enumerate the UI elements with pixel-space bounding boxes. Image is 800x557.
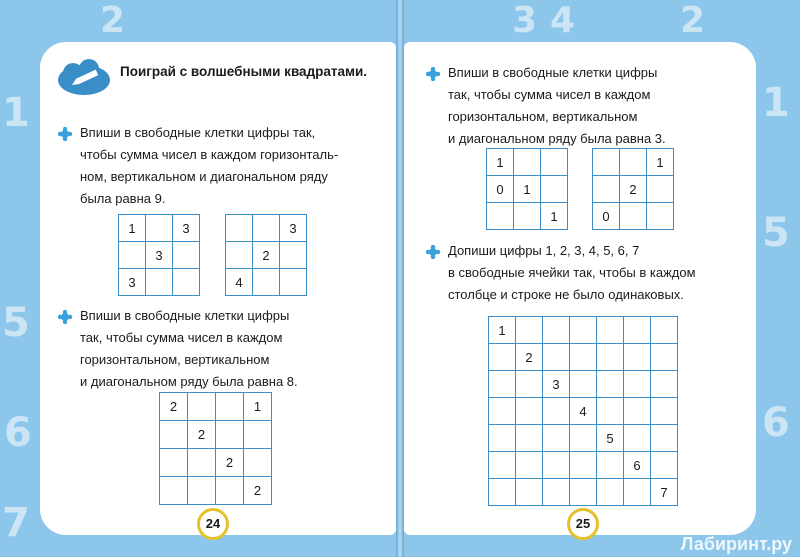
grid-cell [226,242,253,269]
grid-row [593,176,674,203]
grid-cell: 2 [216,449,244,477]
grid-cell [173,269,200,296]
grid-row [487,149,568,176]
book-spine [396,0,404,557]
page-number: 25 [567,508,599,540]
frame-decoration: 1 [762,80,790,126]
grid-row [119,269,200,296]
task-text: Допиши цифры 1, 2, 3, 4, 5, 6, 7 в свободные ячейки так, чтобы в каждом столбце и строке не было одинаковых. [448,243,696,302]
grid-cell [651,344,678,371]
watermark: Лабиринт.ру [680,534,792,554]
grid-row [226,269,307,296]
grid-cell [160,421,188,449]
grid-row [226,242,307,269]
grid-cell [146,215,173,242]
frame-decoration: 1 [2,90,30,136]
grid-row [226,215,307,242]
grid-cell: 2 [244,477,272,505]
grid-cell [624,317,651,344]
grid-cell [160,477,188,505]
grid-cell: 1 [489,317,516,344]
grid-cell [624,479,651,506]
grid-cell [624,371,651,398]
grid-cell [624,425,651,452]
grid-cell [570,425,597,452]
grid-cell: 1 [514,176,541,203]
cloud-pencil-icon [56,58,112,98]
grid-row [160,421,272,449]
grid-cell: 2 [160,393,188,421]
frame-decoration: 6 [4,410,32,456]
frame-decoration: 2 [100,0,126,41]
grid-cell [516,398,543,425]
task-text: Впиши в свободные клетки цифры так, чтобы сумма чисел в каждом горизонтальном, вертикальном и диагональном ряду была равна 8. [80,308,298,389]
grid-cell [516,452,543,479]
magic-square-grid [118,214,200,296]
grid-cell [160,449,188,477]
frame-decoration: 3 [512,0,538,41]
grid-cell [597,344,624,371]
grid-cell [188,477,216,505]
grid-cell [570,479,597,506]
magic-square-grid [225,214,307,296]
grid-cell: 5 [597,425,624,452]
grid-cell [173,242,200,269]
grid-cell [593,149,620,176]
grid-cell [516,317,543,344]
grid-cell [597,398,624,425]
grid-cell [146,269,173,296]
page-number: 24 [197,508,229,540]
grid-cell: 2 [516,344,543,371]
grid-cell [253,215,280,242]
grid-cell [593,176,620,203]
grid-cell: 4 [570,398,597,425]
grid-cell [597,479,624,506]
grid-cell [597,317,624,344]
grid-cell [647,176,674,203]
grid-cell [119,242,146,269]
grid-cell: 1 [647,149,674,176]
magic-square-grid [592,148,674,230]
grid-row [119,215,200,242]
grid-cell [216,421,244,449]
grid-cell [188,393,216,421]
grid-cell: 0 [487,176,514,203]
grid-cell [516,425,543,452]
grid-row [487,203,568,230]
grid-cell [570,452,597,479]
grid-cell: 3 [280,215,307,242]
grid-row [489,398,678,425]
grid-cell [651,425,678,452]
grid-row [489,452,678,479]
grid-cell [541,176,568,203]
grid-cell [543,344,570,371]
grid-row [119,242,200,269]
grid-cell [280,242,307,269]
grid-cell [624,398,651,425]
grid-cell [514,203,541,230]
flower-bullet-icon [426,245,440,259]
grid-row [160,449,272,477]
grid-cell [541,149,568,176]
magic-square-grid [486,148,568,230]
grid-cell [651,452,678,479]
grid-cell [226,215,253,242]
grid-cell [244,449,272,477]
grid-row [489,371,678,398]
grid-cell [651,398,678,425]
frame-decoration: 4 [550,0,576,41]
grid-cell [543,317,570,344]
grid-cell [216,393,244,421]
grid-cell [597,452,624,479]
grid-row [489,425,678,452]
frame-decoration: 7 [2,500,30,546]
grid-cell [216,477,244,505]
grid-cell [516,371,543,398]
grid-cell: 3 [146,242,173,269]
left-page [40,42,396,535]
grid-cell: 7 [651,479,678,506]
grid-row [593,203,674,230]
grid-cell [188,449,216,477]
grid-cell: 2 [188,421,216,449]
grid-cell [620,203,647,230]
frame-decoration: 5 [762,210,790,256]
grid-cell [543,479,570,506]
grid-cell [647,203,674,230]
flower-bullet-icon [58,127,72,141]
grid-cell: 3 [543,371,570,398]
grid-cell [570,317,597,344]
grid-cell: 1 [244,393,272,421]
grid-cell: 1 [541,203,568,230]
grid-cell [620,149,647,176]
task-text: Впиши в свободные клетки цифры так, чтобы сумма чисел в каждом горизонтальном, вертикальном и диагональном ряду была равна 3. [448,65,666,146]
grid-cell: 4 [226,269,253,296]
grid-cell [624,344,651,371]
grid-row [489,317,678,344]
flower-bullet-icon [58,310,72,324]
grid-cell [516,479,543,506]
grid-cell [651,371,678,398]
grid-cell [570,371,597,398]
grid-cell: 1 [119,215,146,242]
frame-decoration: 6 [762,400,790,446]
grid-cell: 1 [487,149,514,176]
grid-cell [487,203,514,230]
grid-cell: 2 [253,242,280,269]
grid-cell [543,425,570,452]
grid-cell [489,425,516,452]
grid-cell [489,398,516,425]
grid-cell [489,344,516,371]
grid-row [160,477,272,505]
grid-cell: 2 [620,176,647,203]
grid-cell [651,317,678,344]
right-page [404,42,756,535]
grid-cell: 6 [624,452,651,479]
grid-cell [514,149,541,176]
grid-cell [543,398,570,425]
grid-row [487,176,568,203]
grid-row [489,479,678,506]
grid-row [160,393,272,421]
grid-cell: 3 [119,269,146,296]
grid-cell [489,479,516,506]
magic-square-grid [159,392,272,505]
grid-cell: 3 [173,215,200,242]
flower-bullet-icon [426,67,440,81]
grid-cell [489,452,516,479]
grid-cell [570,344,597,371]
grid-cell [244,421,272,449]
grid-row [593,149,674,176]
frame-decoration: 5 [2,300,30,346]
grid-cell: 0 [593,203,620,230]
grid-cell [253,269,280,296]
grid-row [489,344,678,371]
grid-cell [489,371,516,398]
grid-cell [543,452,570,479]
task-text: Впиши в свободные клетки цифры так, чтобы сумма чисел в каждом горизонталь- ном, вертикальном и диагональном ряду была равна 9. [80,125,339,206]
page-title: Поиграй с волшебными квадратами. [120,64,368,79]
latin-square-grid [488,316,678,506]
grid-cell [597,371,624,398]
grid-cell [280,269,307,296]
frame-decoration: 2 [680,0,706,41]
